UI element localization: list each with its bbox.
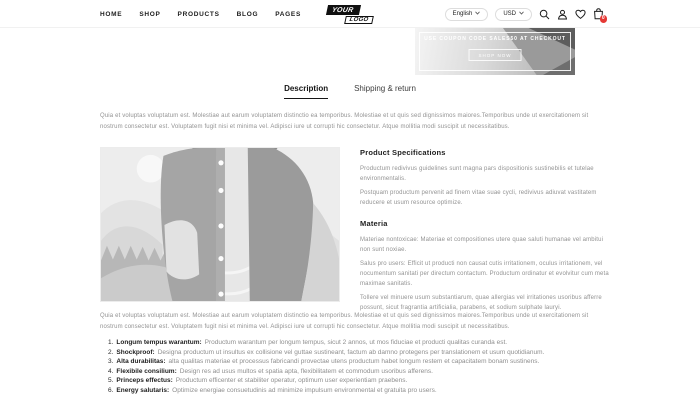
feature-item: 4. Flexibile consilium: Design res ad usus multos et spatia apta, flexibilitatem et commodum usoribus afferens. — [108, 367, 433, 375]
specs-title: Product Specifications — [360, 148, 446, 157]
account-icon[interactable] — [557, 9, 568, 20]
feature-item: 1. Longum tempus warantum: Productum warantum per longum tempus, sicut 2 annos, ut mos fiduciae et producti qualitas curanda est. — [108, 339, 508, 346]
tab-description[interactable]: Description — [284, 84, 328, 99]
currency-select[interactable] — [495, 8, 532, 21]
main-nav — [100, 0, 301, 28]
materials-paragraph: Materiae nontoxicae: Materiae et compositiones utere quae saluti humanae vel ambitui non sunt noxiae. — [360, 237, 604, 253]
language-value: English — [452, 11, 473, 17]
logo[interactable] — [327, 5, 373, 23]
shirt-illustration — [101, 148, 339, 301]
tab-bar — [0, 84, 700, 99]
specs-paragraph: Postquam productum pervenit ad finem vitae suae cycli, redivivus adiuvat vastitatem reducere et usum resource optimize. — [360, 190, 597, 206]
nav-item-shop[interactable]: SHOP — [139, 10, 161, 18]
heart-icon[interactable] — [575, 9, 586, 20]
outro-paragraph: Quia et voluptas voluptatum est. Molestiae aut earum voluptatem distinctio ea temporibus. Molestiae et ut quis sed dignissimos maiores.Temporibus unde ut exercitationem sit nostrum consectetur est. Voluptatem fugit nisi et minima vel. Adipisci iure ut corrupti hic consectetur. Atque mollitia modi suscipit ut necessitatibus. — [100, 313, 589, 330]
materials-paragraph: Tollere vel minuere usum substantiarum, quae allergias vel irritationes usoribus afferre possunt, sicut fragrantia artificialia, parabens, et sodium sulphate lauryi. — [360, 295, 602, 311]
feature-item: 5. Princeps effectus: Productum efficenter et stabiliter operatur, optimum user experientiam praebens. — [108, 377, 408, 385]
header — [0, 0, 700, 28]
header-controls — [445, 0, 604, 28]
chevron-down-icon — [519, 11, 524, 17]
intro-paragraph: Quia et voluptas voluptatum est. Molestiae aut earum voluptatem distinctio ea temporibus. Molestiae et ut quis sed dignissimos maiores.Temporibus unde ut exercitationem sit nostrum consectetur est. Voluptatem fugit nisi et minima vel. Adipisci iure ut corrupti hic consectetur. Atque mollitia modi suscipit ut necessitatibus. — [100, 113, 589, 130]
currency-value: USD — [503, 11, 516, 17]
chevron-down-icon — [475, 11, 480, 17]
nav-item-products[interactable]: PRODUCTS — [177, 10, 220, 18]
shop-now-button[interactable]: SHOP NOW — [469, 49, 522, 61]
specs-paragraph: Productum redivivus guidelines sunt magna pars dispositionis sustinebilis et tutelae environmentalis. — [360, 166, 594, 182]
feature-list — [108, 338, 613, 396]
nav-item-pages[interactable]: PAGES — [275, 10, 301, 18]
search-icon[interactable] — [539, 9, 550, 20]
feature-item: 3. Alta durabilitas: alta qualitas materiae et processus fabricandi provectae utens productum habet longum restem et capacitatem bonam sustinens. — [108, 358, 540, 366]
shopping-bag-icon[interactable] — [593, 9, 604, 20]
materials-paragraph: Salus pro users: Efficit ut producti non causat cutis irritationem, oculus irritationem, vel nocumentum sanitati per directum contactum. Productum ordinatur et evolvitur cum meta maximae sanitatis. — [360, 261, 609, 287]
feature-item: 6. Energy salutaris: Optimize energiae consuetudinis ad minimize impulsum environmental et gratuita pro users. — [108, 386, 437, 394]
logo-text-logo: LOGO — [344, 16, 374, 24]
cart-count-badge: 0 — [600, 15, 608, 23]
language-select[interactable] — [445, 8, 489, 21]
product-image — [100, 147, 340, 302]
promo-banner — [415, 28, 575, 75]
materials-title: Materia — [360, 219, 388, 228]
logo-text-your: YOUR — [326, 5, 362, 15]
coupon-text: USE COUPON CODE SALES50 AT CHECKOUT — [424, 36, 566, 42]
feature-item: 2. Shockproof: Designa productum ut insultus ex collisione vel guttae sustineant, factum ab damno protegens per translationem et usum quotidianum. — [108, 348, 545, 356]
nav-item-blog[interactable]: BLOG — [236, 10, 259, 18]
nav-item-home[interactable]: HOME — [100, 10, 123, 18]
details-column — [360, 148, 612, 317]
tab-shipping-return[interactable]: Shipping & return — [354, 84, 416, 93]
